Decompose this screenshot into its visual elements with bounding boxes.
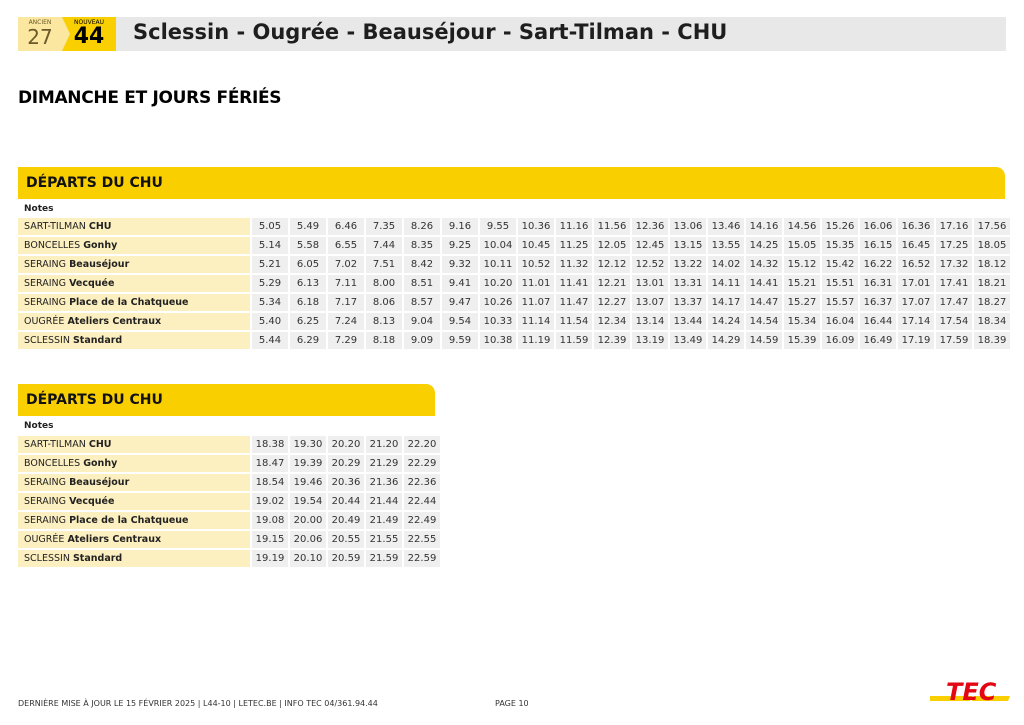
stop-name-cell: [18, 256, 250, 273]
stop-name-cell: [18, 294, 250, 311]
stop-name: Standard: [72, 335, 123, 346]
stop-name: Place de la Chatqueue: [69, 515, 189, 526]
departure-time-cell: 13.37: [670, 294, 706, 311]
departure-time-cell: 11.14: [518, 313, 554, 330]
departure-time-cell: 18.27: [974, 294, 1010, 311]
departure-time-cell: 6.29: [290, 332, 326, 349]
departure-time-cell: 18.39: [974, 332, 1010, 349]
departure-time-cell: 17.41: [936, 275, 972, 292]
stop-name-cell: [18, 275, 250, 292]
departure-time-cell: 14.41: [746, 275, 782, 292]
stop-name: Standard: [72, 553, 123, 564]
departure-time-cell: 19.15: [252, 531, 288, 548]
stop-name: Vecquée: [69, 278, 115, 289]
departure-time-cell: 18.47: [252, 455, 288, 472]
departure-time-cell: 6.05: [290, 256, 326, 273]
departure-time-cell: 15.57: [822, 294, 858, 311]
departure-time-cell: 5.58: [290, 237, 326, 254]
departure-time-cell: 21.29: [366, 455, 402, 472]
departure-time-cell: 16.31: [860, 275, 896, 292]
stop-name: Ateliers Centraux: [67, 534, 162, 545]
departure-time-cell: 17.01: [898, 275, 934, 292]
departure-time-cell: 17.32: [936, 256, 972, 273]
departure-time-cell: 18.21: [974, 275, 1010, 292]
departure-time-cell: 16.45: [898, 237, 934, 254]
stop-name: Place de la Chatqueue: [69, 297, 189, 308]
departure-time-cell: 13.15: [670, 237, 706, 254]
departure-time-cell: 13.07: [632, 294, 668, 311]
timetable-2: [16, 434, 442, 569]
departure-time-cell: 16.37: [860, 294, 896, 311]
departure-time-cell: 5.14: [252, 237, 288, 254]
departure-time-cell: 15.39: [784, 332, 820, 349]
timetable-row: [18, 455, 440, 472]
departure-time-cell: 9.16: [442, 218, 478, 235]
stop-name-cell: [18, 436, 250, 453]
departure-time-cell: 12.21: [594, 275, 630, 292]
departure-time-cell: 17.59: [936, 332, 972, 349]
departure-time-cell: 21.20: [366, 436, 402, 453]
stop-locality: SCLESSIN: [24, 335, 70, 346]
departure-time-cell: 10.52: [518, 256, 554, 273]
stop-locality: SERAING: [24, 515, 67, 526]
departure-time-cell: 13.06: [670, 218, 706, 235]
departure-time-cell: 11.25: [556, 237, 592, 254]
departure-time-cell: 6.55: [328, 237, 364, 254]
departure-time-cell: 5.44: [252, 332, 288, 349]
stop-locality: BONCELLES: [24, 458, 81, 469]
stop-locality: BONCELLES: [24, 240, 81, 251]
departure-time-cell: 7.17: [328, 294, 364, 311]
departure-time-cell: 16.09: [822, 332, 858, 349]
departure-time-cell: 10.36: [518, 218, 554, 235]
departure-time-cell: 18.38: [252, 436, 288, 453]
departure-time-cell: 15.05: [784, 237, 820, 254]
departure-time-cell: 15.21: [784, 275, 820, 292]
departure-time-cell: 14.59: [746, 332, 782, 349]
departure-time-cell: 11.59: [556, 332, 592, 349]
departure-time-cell: 15.12: [784, 256, 820, 273]
timetable-row: [18, 294, 1010, 311]
stop-locality: SERAING: [24, 297, 67, 308]
stop-name-cell: [18, 237, 250, 254]
departure-time-cell: 16.49: [860, 332, 896, 349]
departure-time-cell: 16.44: [860, 313, 896, 330]
stop-locality: SERAING: [24, 278, 67, 289]
departure-time-cell: 10.11: [480, 256, 516, 273]
departure-time-cell: 6.46: [328, 218, 364, 235]
departure-time-cell: 14.11: [708, 275, 744, 292]
section-heading-2: [18, 384, 435, 416]
departure-time-cell: 18.54: [252, 474, 288, 491]
departure-time-cell: 20.55: [328, 531, 364, 548]
route-title: Sclessin - Ougrée - Beauséjour - Sart-Tilman - CHU: [133, 20, 728, 44]
tec-logo: [930, 676, 1010, 710]
departure-time-cell: 8.06: [366, 294, 402, 311]
departure-time-cell: 9.25: [442, 237, 478, 254]
departure-time-cell: 12.45: [632, 237, 668, 254]
departure-time-cell: 14.54: [746, 313, 782, 330]
departure-time-cell: 9.55: [480, 218, 516, 235]
departure-time-cell: 16.15: [860, 237, 896, 254]
departure-time-cell: 11.56: [594, 218, 630, 235]
timetable-1: [16, 216, 1012, 351]
stop-name-cell: [18, 474, 250, 491]
departure-time-cell: 10.33: [480, 313, 516, 330]
departure-time-cell: 16.06: [860, 218, 896, 235]
departure-time-cell: 13.44: [670, 313, 706, 330]
departure-time-cell: 12.27: [594, 294, 630, 311]
departure-time-cell: 11.41: [556, 275, 592, 292]
departure-time-cell: 11.07: [518, 294, 554, 311]
stop-name: CHU: [88, 439, 112, 450]
departure-time-cell: 21.44: [366, 493, 402, 510]
departure-time-cell: 20.36: [328, 474, 364, 491]
departure-time-cell: 13.49: [670, 332, 706, 349]
departure-time-cell: 22.36: [404, 474, 440, 491]
departure-time-cell: 15.42: [822, 256, 858, 273]
departure-time-cell: 16.52: [898, 256, 934, 273]
departure-time-cell: 14.29: [708, 332, 744, 349]
departure-time-cell: 5.29: [252, 275, 288, 292]
departure-time-cell: 14.02: [708, 256, 744, 273]
stop-name-cell: [18, 493, 250, 510]
timetable-row: [18, 474, 440, 491]
departure-time-cell: 9.47: [442, 294, 478, 311]
stop-name: Beauséjour: [69, 477, 130, 488]
stop-name-cell: [18, 218, 250, 235]
timetable-row: [18, 512, 440, 529]
departure-time-cell: 14.56: [784, 218, 820, 235]
departure-time-cell: 15.35: [822, 237, 858, 254]
timetable-row: [18, 275, 1010, 292]
departure-time-cell: 5.49: [290, 218, 326, 235]
departure-time-cell: 13.19: [632, 332, 668, 349]
old-line-badge: [18, 17, 62, 51]
departure-time-cell: 16.36: [898, 218, 934, 235]
departure-time-cell: 17.14: [898, 313, 934, 330]
departure-time-cell: 12.52: [632, 256, 668, 273]
departure-time-cell: 13.14: [632, 313, 668, 330]
departure-time-cell: 7.11: [328, 275, 364, 292]
departure-time-cell: 12.39: [594, 332, 630, 349]
departure-time-cell: 19.02: [252, 493, 288, 510]
section-heading-text: DÉPARTS DU CHU: [26, 175, 163, 191]
departure-time-cell: 10.38: [480, 332, 516, 349]
departure-time-cell: 9.04: [404, 313, 440, 330]
departure-time-cell: 14.32: [746, 256, 782, 273]
stop-name: Beauséjour: [69, 259, 130, 270]
departure-time-cell: 11.32: [556, 256, 592, 273]
departure-time-cell: 17.54: [936, 313, 972, 330]
departure-time-cell: 17.47: [936, 294, 972, 311]
departure-time-cell: 8.42: [404, 256, 440, 273]
stop-name: Gonhy: [83, 458, 118, 469]
departure-time-cell: 20.49: [328, 512, 364, 529]
departure-time-cell: 17.25: [936, 237, 972, 254]
day-type-title: DIMANCHE ET JOURS FÉRIÉS: [18, 88, 282, 108]
departure-time-cell: 17.56: [974, 218, 1010, 235]
departure-time-cell: 7.29: [328, 332, 364, 349]
departure-time-cell: 11.19: [518, 332, 554, 349]
departure-time-cell: 8.26: [404, 218, 440, 235]
departure-time-cell: 9.54: [442, 313, 478, 330]
departure-time-cell: 13.46: [708, 218, 744, 235]
departure-time-cell: 21.49: [366, 512, 402, 529]
stop-name-cell: [18, 455, 250, 472]
departure-time-cell: 20.29: [328, 455, 364, 472]
departure-time-cell: 16.22: [860, 256, 896, 273]
departure-time-cell: 8.57: [404, 294, 440, 311]
departure-time-cell: 21.36: [366, 474, 402, 491]
departure-time-cell: 8.13: [366, 313, 402, 330]
departure-time-cell: 7.24: [328, 313, 364, 330]
departure-time-cell: 6.25: [290, 313, 326, 330]
departure-time-cell: 22.55: [404, 531, 440, 548]
stop-name: CHU: [88, 221, 112, 232]
departure-time-cell: 22.20: [404, 436, 440, 453]
departure-time-cell: 14.16: [746, 218, 782, 235]
departure-time-cell: 15.34: [784, 313, 820, 330]
stop-locality: SCLESSIN: [24, 553, 70, 564]
departure-time-cell: 5.40: [252, 313, 288, 330]
departure-time-cell: 8.51: [404, 275, 440, 292]
timetable-row: [18, 332, 1010, 349]
timetable-row: [18, 237, 1010, 254]
departure-time-cell: 18.05: [974, 237, 1010, 254]
departure-time-cell: 9.59: [442, 332, 478, 349]
new-line-badge: [62, 17, 116, 51]
departure-time-cell: 11.16: [556, 218, 592, 235]
departure-time-cell: 8.00: [366, 275, 402, 292]
stop-locality: SERAING: [24, 496, 67, 507]
departure-time-cell: 13.31: [670, 275, 706, 292]
departure-time-cell: 19.39: [290, 455, 326, 472]
departure-time-cell: 17.19: [898, 332, 934, 349]
departure-time-cell: 19.19: [252, 550, 288, 567]
section-heading-text: DÉPARTS DU CHU: [26, 392, 163, 408]
timetable-row: [18, 531, 440, 548]
departure-time-cell: 18.12: [974, 256, 1010, 273]
stop-name-cell: [18, 550, 250, 567]
departure-time-cell: 6.13: [290, 275, 326, 292]
departure-time-cell: 20.06: [290, 531, 326, 548]
departure-time-cell: 21.55: [366, 531, 402, 548]
departure-time-cell: 19.08: [252, 512, 288, 529]
departure-time-cell: 13.55: [708, 237, 744, 254]
stop-locality: OUGRÉE: [24, 316, 65, 327]
departure-time-cell: 12.36: [632, 218, 668, 235]
departure-time-cell: 8.18: [366, 332, 402, 349]
departure-time-cell: 20.44: [328, 493, 364, 510]
departure-time-cell: 19.54: [290, 493, 326, 510]
stop-name: Vecquée: [69, 496, 115, 507]
departure-time-cell: 14.25: [746, 237, 782, 254]
timetable-row: [18, 313, 1010, 330]
departure-time-cell: 16.04: [822, 313, 858, 330]
page-number: PAGE 10: [495, 699, 529, 708]
stop-name-cell: [18, 512, 250, 529]
departure-time-cell: 15.51: [822, 275, 858, 292]
stop-name-cell: [18, 332, 250, 349]
departure-time-cell: 20.20: [328, 436, 364, 453]
departure-time-cell: 14.47: [746, 294, 782, 311]
notes-label: Notes: [24, 421, 54, 431]
departure-time-cell: 13.01: [632, 275, 668, 292]
stop-name-cell: [18, 531, 250, 548]
departure-time-cell: 22.49: [404, 512, 440, 529]
departure-time-cell: 10.26: [480, 294, 516, 311]
timetable-row: [18, 436, 440, 453]
footer-info: DERNIÈRE MISE À JOUR LE 15 FÉVRIER 2025 | L44-10 | LETEC.BE | INFO TEC 04/361.94.44: [18, 699, 378, 708]
departure-time-cell: 5.21: [252, 256, 288, 273]
departure-time-cell: 22.29: [404, 455, 440, 472]
departure-time-cell: 11.01: [518, 275, 554, 292]
stop-locality: SERAING: [24, 259, 67, 270]
departure-time-cell: 13.22: [670, 256, 706, 273]
departure-time-cell: 20.10: [290, 550, 326, 567]
timetable-row: [18, 256, 1010, 273]
departure-time-cell: 21.59: [366, 550, 402, 567]
departure-time-cell: 7.35: [366, 218, 402, 235]
logo-text: TEC: [946, 678, 997, 706]
departure-time-cell: 18.34: [974, 313, 1010, 330]
departure-time-cell: 5.05: [252, 218, 288, 235]
section-heading-1: [18, 167, 1005, 199]
departure-time-cell: 17.16: [936, 218, 972, 235]
old-line-number: 27: [27, 25, 53, 49]
departure-time-cell: 11.47: [556, 294, 592, 311]
timetable-row: [18, 493, 440, 510]
departure-time-cell: 20.59: [328, 550, 364, 567]
departure-time-cell: 15.26: [822, 218, 858, 235]
departure-time-cell: 20.00: [290, 512, 326, 529]
old-line-label: ANCIEN: [28, 19, 52, 26]
timetable-row: [18, 550, 440, 567]
departure-time-cell: 8.35: [404, 237, 440, 254]
departure-time-cell: 10.20: [480, 275, 516, 292]
departure-time-cell: 10.45: [518, 237, 554, 254]
stop-locality: SART-TILMAN: [24, 439, 86, 450]
new-line-label: NOUVEAU: [74, 19, 104, 26]
departure-time-cell: 9.41: [442, 275, 478, 292]
departure-time-cell: 7.02: [328, 256, 364, 273]
stop-name: Ateliers Centraux: [67, 316, 162, 327]
stop-locality: OUGRÉE: [24, 534, 65, 545]
departure-time-cell: 9.32: [442, 256, 478, 273]
departure-time-cell: 12.12: [594, 256, 630, 273]
departure-time-cell: 15.27: [784, 294, 820, 311]
departure-time-cell: 17.07: [898, 294, 934, 311]
stop-locality: SART-TILMAN: [24, 221, 86, 232]
new-line-number: 44: [73, 24, 105, 49]
departure-time-cell: 19.30: [290, 436, 326, 453]
departure-time-cell: 9.09: [404, 332, 440, 349]
stop-locality: SERAING: [24, 477, 67, 488]
notes-label: Notes: [24, 204, 54, 214]
departure-time-cell: 11.54: [556, 313, 592, 330]
stop-name: Gonhy: [83, 240, 118, 251]
departure-time-cell: 10.04: [480, 237, 516, 254]
departure-time-cell: 5.34: [252, 294, 288, 311]
departure-time-cell: 14.24: [708, 313, 744, 330]
departure-time-cell: 12.34: [594, 313, 630, 330]
departure-time-cell: 7.44: [366, 237, 402, 254]
stop-name-cell: [18, 313, 250, 330]
departure-time-cell: 22.44: [404, 493, 440, 510]
timetable-row: [18, 218, 1010, 235]
departure-time-cell: 7.51: [366, 256, 402, 273]
departure-time-cell: 22.59: [404, 550, 440, 567]
departure-time-cell: 19.46: [290, 474, 326, 491]
departure-time-cell: 6.18: [290, 294, 326, 311]
departure-time-cell: 14.17: [708, 294, 744, 311]
departure-time-cell: 12.05: [594, 237, 630, 254]
